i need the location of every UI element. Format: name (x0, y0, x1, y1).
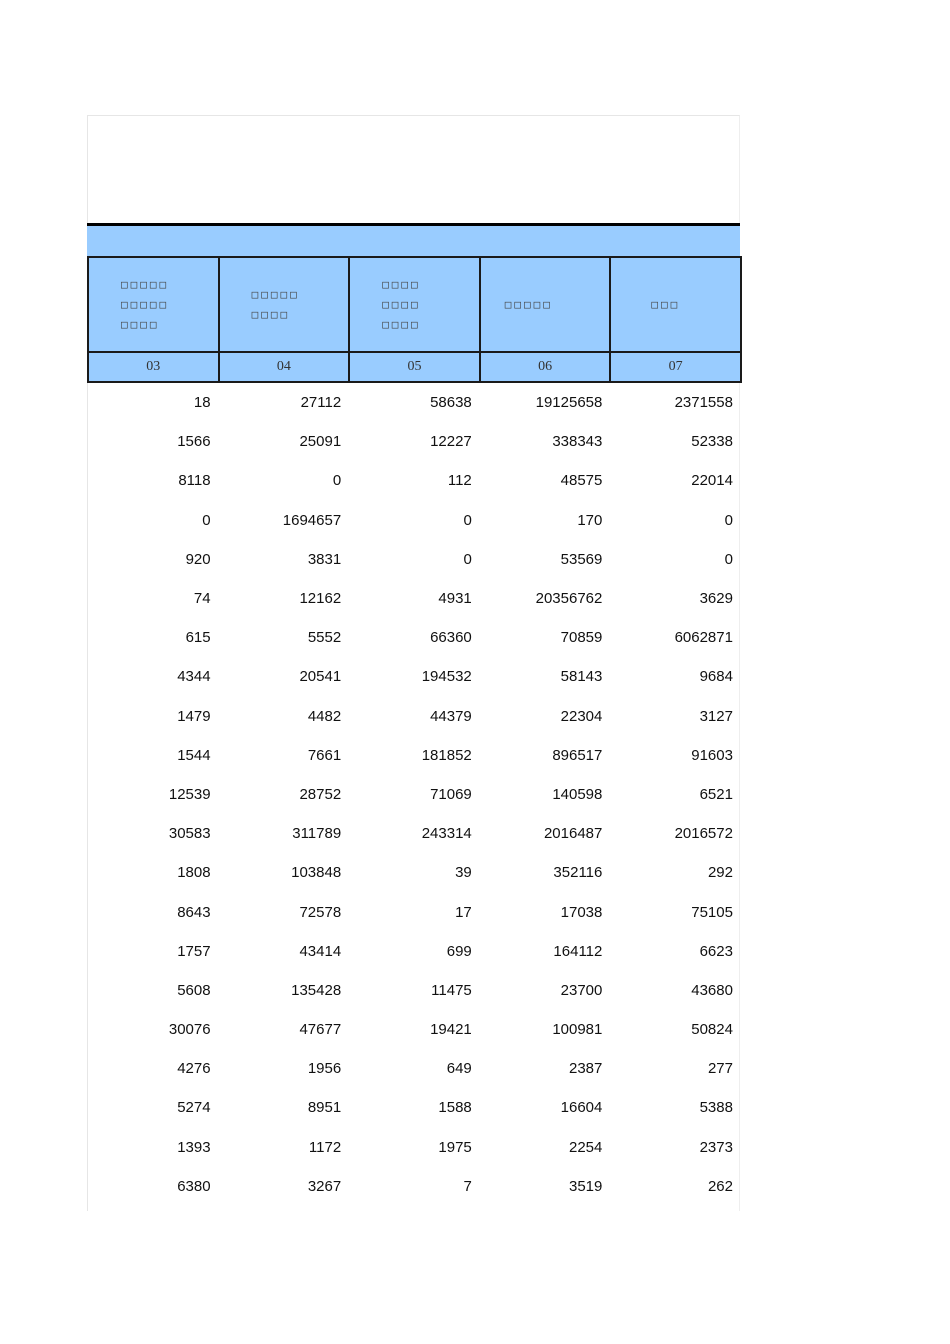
table-cell: 74 (193, 590, 211, 608)
column-code-row (88, 352, 741, 382)
column-header-1 (88, 257, 219, 352)
table-cell: 9684 (699, 668, 733, 686)
table-cell: 4931 (438, 590, 472, 608)
table-cell: 0 (724, 550, 733, 568)
table-cell: 52338 (691, 433, 733, 451)
table-cell: 3629 (699, 590, 733, 608)
table-cell: 1975 (438, 1138, 472, 1156)
column-header-label: □□□□□ □□□□□ □□□□ (121, 277, 170, 331)
header-band (87, 226, 740, 257)
table-cell: 8643 (177, 903, 211, 921)
column-code: 03 (88, 352, 219, 382)
table-cell: 4344 (177, 668, 211, 686)
column-header-4 (480, 257, 611, 352)
table-cell: 28752 (299, 785, 342, 803)
table-cell: 0 (463, 511, 472, 529)
table-body (88, 382, 741, 1206)
table-cell: 3267 (307, 1177, 342, 1195)
table-cell: 12162 (299, 590, 342, 608)
table-row (88, 422, 741, 461)
table-cell: 11475 (431, 981, 472, 999)
table-cell: 6623 (699, 942, 733, 960)
table-cell: 1956 (307, 1060, 342, 1078)
table-cell: 2016572 (674, 825, 733, 843)
column-header-3 (349, 257, 480, 352)
table-cell: 17 (455, 903, 472, 921)
table-cell: 2016487 (543, 825, 603, 843)
table-cell: 135428 (291, 981, 342, 999)
table-cell: 12539 (168, 785, 211, 803)
table-cell: 22304 (560, 707, 603, 725)
table-row (88, 775, 741, 814)
column-header-row (88, 257, 741, 352)
column-code: 05 (349, 352, 480, 382)
table-cell: 27112 (300, 394, 342, 412)
table-cell: 7 (463, 1177, 472, 1195)
table-cell: 8118 (178, 472, 211, 490)
table-row (88, 382, 741, 422)
table-cell: 112 (447, 472, 472, 490)
table-cell: 70859 (560, 629, 603, 647)
table-cell: 20356762 (535, 590, 603, 608)
table-row (88, 1128, 741, 1167)
table-cell: 58143 (560, 668, 603, 686)
table-row (88, 814, 741, 853)
table-cell: 2387 (569, 1060, 603, 1078)
table-cell: 7661 (307, 746, 342, 764)
table-cell: 19421 (430, 1021, 472, 1039)
table-cell: 19125658 (535, 394, 603, 412)
table-cell: 352116 (553, 864, 603, 882)
table-cell: 25091 (299, 433, 342, 451)
column-code: 06 (480, 352, 611, 382)
table-cell: 12227 (430, 433, 472, 451)
table-cell: 1694657 (282, 511, 342, 529)
table-row (88, 1010, 741, 1049)
table-cell: 649 (446, 1060, 472, 1078)
table-cell: 30076 (168, 1021, 211, 1039)
table-cell: 6062871 (674, 629, 733, 647)
table-row (88, 1167, 741, 1206)
table-cell: 920 (185, 550, 211, 568)
table-cell: 1808 (177, 864, 211, 882)
table-row (88, 697, 741, 736)
table-cell: 66360 (430, 629, 472, 647)
table-cell: 16604 (560, 1099, 603, 1117)
table-cell: 1566 (177, 433, 211, 451)
table-cell: 5388 (699, 1099, 733, 1117)
column-code: 07 (610, 352, 741, 382)
table-cell: 3831 (307, 550, 342, 568)
table-cell: 3519 (569, 1177, 603, 1195)
table-cell: 2254 (569, 1138, 603, 1156)
table-cell: 2371558 (674, 394, 733, 412)
column-header-label: □□□□□ □□□□ (251, 287, 300, 321)
table-cell: 311789 (292, 825, 342, 843)
table-cell: 4482 (307, 707, 342, 725)
table-row (88, 618, 741, 657)
table-cell: 20541 (299, 668, 342, 686)
table-cell: 699 (446, 942, 472, 960)
table-cell: 896517 (552, 746, 603, 764)
table-cell: 103848 (291, 864, 342, 882)
table-cell: 5274 (177, 1099, 211, 1117)
table-cell: 0 (332, 472, 342, 490)
table-row (88, 1088, 741, 1127)
table-cell: 170 (577, 511, 603, 529)
table-cell: 47677 (299, 1021, 342, 1039)
data-table (87, 256, 742, 1206)
table-cell: 43414 (299, 942, 342, 960)
column-header-5 (610, 257, 741, 352)
table-row (88, 461, 741, 500)
table-cell: 23700 (560, 981, 603, 999)
table-cell: 1588 (438, 1099, 472, 1117)
table-cell: 181852 (421, 746, 472, 764)
table-cell: 48575 (560, 472, 603, 490)
table-row (88, 853, 741, 892)
table-cell: 50824 (691, 1021, 733, 1039)
table-cell: 1393 (177, 1138, 211, 1156)
table-cell: 30583 (168, 825, 211, 843)
table-cell: 4276 (177, 1060, 211, 1078)
table-row (88, 1049, 741, 1088)
table-cell: 75105 (691, 903, 733, 921)
column-header-2 (219, 257, 350, 352)
table-row (88, 736, 741, 775)
table-cell: 91603 (691, 746, 733, 764)
table-cell: 58638 (430, 394, 472, 412)
table-cell: 100981 (552, 1021, 603, 1039)
table-cell: 17038 (560, 903, 603, 921)
table-cell: 0 (463, 550, 472, 568)
table-cell: 615 (185, 629, 211, 647)
table-cell: 0 (202, 511, 211, 529)
table-cell: 5552 (307, 629, 342, 647)
table-cell: 18 (193, 394, 211, 412)
table-cell: 2373 (699, 1138, 733, 1156)
table-cell: 1172 (308, 1138, 342, 1156)
table-cell: 292 (707, 864, 733, 882)
table-row (88, 540, 741, 579)
table-row (88, 657, 741, 696)
table-row (88, 932, 741, 971)
table-cell: 6380 (177, 1177, 211, 1195)
table-cell: 72578 (299, 903, 342, 921)
table-row (88, 579, 741, 618)
table-cell: 39 (455, 864, 472, 882)
table-cell: 243314 (421, 825, 472, 843)
table-row (88, 892, 741, 931)
table-cell: 262 (707, 1177, 733, 1195)
table-cell: 3127 (699, 707, 733, 725)
table-cell: 22014 (691, 472, 733, 490)
table-cell: 1757 (177, 942, 211, 960)
column-code: 04 (219, 352, 350, 382)
table-cell: 71069 (430, 785, 472, 803)
column-header-label: □□□□ □□□□ □□□□ (382, 277, 421, 331)
table-cell: 1479 (177, 707, 211, 725)
table-cell: 53569 (560, 550, 603, 568)
table-cell: 44379 (430, 707, 472, 725)
table-cell: 277 (707, 1060, 733, 1078)
table-cell: 5608 (177, 981, 211, 999)
table-cell: 0 (724, 511, 733, 529)
table-cell: 338343 (552, 433, 603, 451)
table-row (88, 971, 741, 1010)
column-header-label: □□□□□ (504, 297, 553, 311)
table-row (88, 501, 741, 540)
table-cell: 140598 (552, 785, 603, 803)
table-cell: 6521 (699, 785, 733, 803)
table-cell: 43680 (691, 981, 733, 999)
table-cell: 8951 (307, 1099, 342, 1117)
table-cell: 194532 (421, 668, 472, 686)
table-cell: 1544 (177, 746, 211, 764)
column-header-label: □□□ (651, 297, 681, 311)
table-cell: 164112 (553, 942, 603, 960)
